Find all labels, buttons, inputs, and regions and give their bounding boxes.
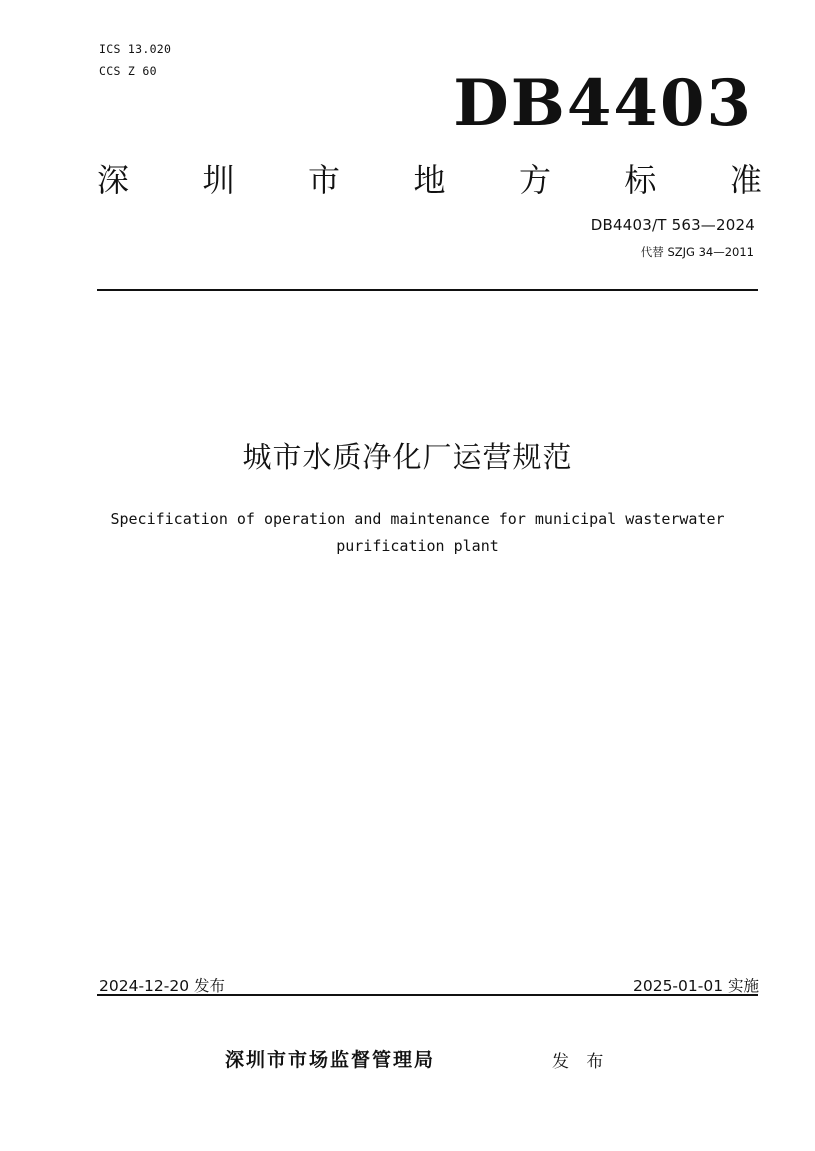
standard-kind-char: 深 xyxy=(97,161,130,199)
document-title-chinese: 城市水质净化厂运营规范 xyxy=(242,440,573,474)
standard-prefix-logo: DB4403 xyxy=(453,66,753,141)
standard-kind xyxy=(97,158,762,202)
header-divider xyxy=(97,289,758,291)
implementation-date: 2025-01-01 实施 xyxy=(632,977,759,995)
standard-kind-char: 圳 xyxy=(202,161,235,199)
document-title-english: Specification of operation and maintenance for municipal wasterwater purification plant xyxy=(110,510,725,555)
standard-kind-char: 方 xyxy=(518,161,551,199)
standard-kind-char: 标 xyxy=(624,161,657,199)
publish-label: 发 布 xyxy=(552,1052,610,1072)
standard-kind-char: 地 xyxy=(413,161,446,199)
replaces-standard: 代替 SZJG 34—2011 xyxy=(640,245,754,259)
standard-kind-char: 市 xyxy=(307,161,340,199)
standard-kind-char: 准 xyxy=(729,161,762,199)
issuing-authority: 深圳市市场监督管理局 xyxy=(225,1049,436,1071)
ccs-code: CCS Z 60 xyxy=(99,64,157,78)
footer-divider xyxy=(97,994,758,996)
issue-date: 2024-12-20 发布 xyxy=(99,977,226,995)
standard-number: DB4403/T 563—2024 xyxy=(590,216,755,234)
ics-code: ICS 13.020 xyxy=(99,42,172,56)
